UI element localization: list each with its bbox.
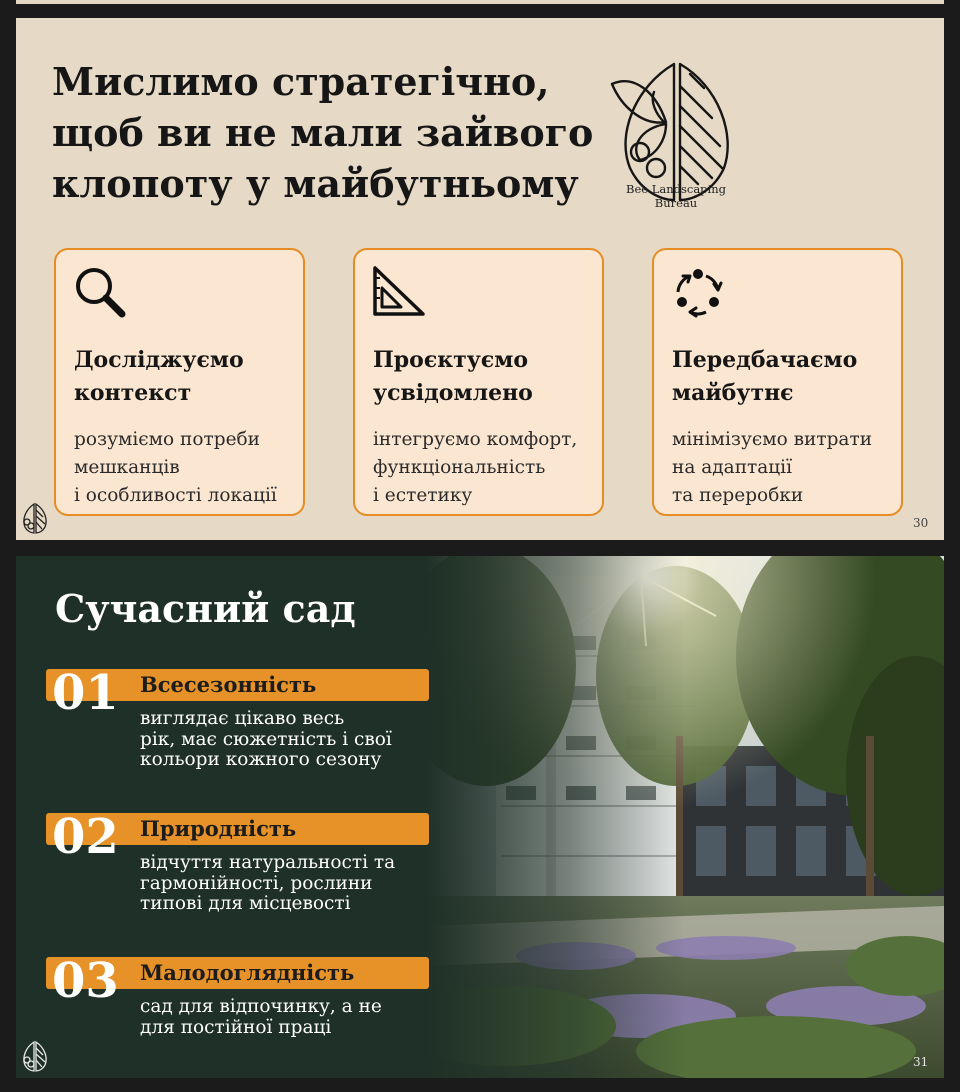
feature-number: 02 bbox=[52, 809, 119, 865]
slide-31 bbox=[16, 556, 944, 1078]
feature-description: відчуття натуральності та гармонійності, рослини типові для місцевості bbox=[140, 852, 396, 914]
feature-number: 03 bbox=[52, 953, 119, 1009]
slide-30 bbox=[16, 18, 944, 540]
card-title: Проєктуємо усвідомлено bbox=[373, 347, 533, 406]
page-number: 30 bbox=[913, 516, 929, 530]
feature-item-01 bbox=[46, 665, 436, 789]
slide-title: Сучасний сад bbox=[55, 586, 356, 631]
card-description: мінімізуємо витрати на адаптації та переробки bbox=[672, 429, 873, 506]
brand-name: Bee Landscaping Bureau bbox=[626, 182, 726, 210]
cycle-icon bbox=[670, 264, 726, 320]
card-title: Передбачаємо майбутнє bbox=[672, 347, 858, 406]
leaf-logo-icon bbox=[20, 1040, 50, 1072]
card-description: розуміємо потреби мешканців і особливості локації bbox=[74, 429, 277, 506]
feature-item-03 bbox=[46, 953, 436, 1077]
bee-leaf-logo bbox=[606, 56, 748, 202]
magnifier-icon bbox=[72, 264, 128, 320]
leaf-logo-icon bbox=[20, 502, 50, 534]
card-research bbox=[54, 248, 305, 516]
feature-item-02 bbox=[46, 809, 436, 933]
card-design bbox=[353, 248, 604, 516]
feature-number: 01 bbox=[52, 665, 119, 721]
feature-title: Всесезонність bbox=[140, 672, 317, 697]
slide-title: Мислимо стратегічно, щоб ви не мали зайвого клопоту у майбутньому bbox=[52, 59, 594, 206]
card-future bbox=[652, 248, 903, 516]
garden-photo bbox=[426, 556, 944, 1078]
card-description: інтегруємо комфорт, функціональність і естетику bbox=[373, 429, 578, 506]
previous-slide-edge bbox=[16, 0, 944, 4]
feature-description: сад для відпочинку, а не для постійної праці bbox=[140, 996, 382, 1038]
feature-title: Малодоглядність bbox=[140, 960, 355, 985]
feature-title: Природність bbox=[140, 816, 297, 841]
feature-description: виглядає цікаво весь рік, має сюжетність і свої кольори кожного сезону bbox=[140, 708, 392, 770]
page-number: 31 bbox=[913, 1055, 929, 1069]
card-title: Досліджуємо контекст bbox=[74, 347, 244, 406]
triangle-ruler-icon bbox=[371, 264, 427, 320]
